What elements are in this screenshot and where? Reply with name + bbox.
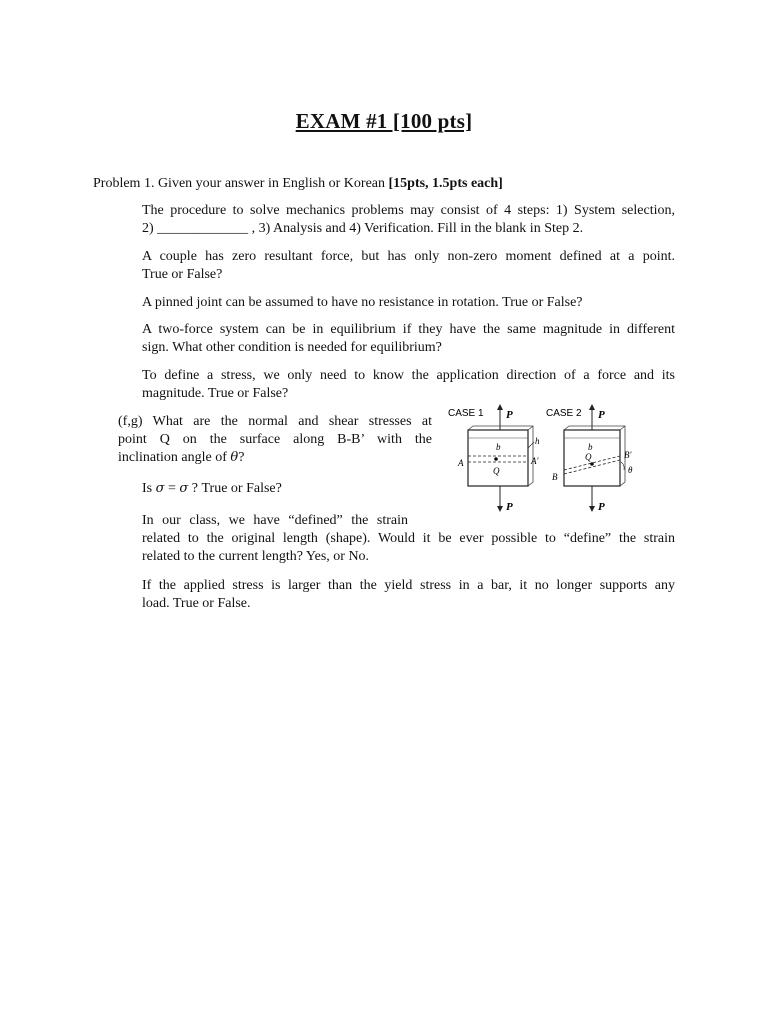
case-2-point-q [590,462,594,466]
question-d [142,321,675,357]
case-2-top-arrowhead [589,404,595,410]
question-e-line-1: To define a stress, we only need to know the application direction of a force and its [142,368,675,383]
case-1-h-label: h [535,436,540,446]
is-prefix: Is [142,481,156,496]
question-fg-line-2: point Q on the surface along B-B’ with the [118,432,432,447]
case-1-a-label: A [458,458,464,468]
case-2-bar [564,430,620,486]
question-fg-line-1: (f,g) What are the normal and shear stresses at [118,414,432,429]
question-c [142,294,675,312]
case-1-bar [468,430,528,486]
case-2-q-label: Q [585,452,592,462]
case-2-bottom-arrowhead [589,506,595,512]
question-d-line-1: A two-force system can be in equilibrium if they have the same magnitude in different [142,322,675,337]
case-1-top-arrowhead [497,404,503,410]
sigma-symbol-1: σ [155,481,165,496]
question-h-line-1: In our class, we have “defined” the strain [142,513,408,528]
case-1-load-top: P [506,409,513,421]
stress-cases-figure [440,400,680,516]
sigma-symbol-2: σ [179,481,189,496]
case-2-bar-depth [564,426,625,486]
question-e [142,367,675,403]
question-b-line-1: A couple has zero resultant force, but has only non-zero moment defined at a point. [142,249,675,264]
question-i [142,577,675,613]
case-1-bottom-arrowhead [497,506,503,512]
question-sigma-equal [142,480,282,498]
case-2-load-bottom: P [598,501,605,513]
question-a-line-2: 2) _____________ , 3) Analysis and 4) Verification. Fill in the blank in Step 2. [142,221,584,236]
is-suffix: ? True or False? [188,481,282,496]
question-h-line-3: related to the current length? Yes, or No. [142,549,370,564]
case-2-angle-arc [621,462,624,470]
question-e-line-2: magnitude. True or False? [142,386,289,401]
theta-symbol: θ [230,450,239,465]
question-a-line-1: The procedure to solve mechanics problems may consist of 4 steps: 1) System selection, [142,203,675,218]
question-b-line-2: True or False? [142,267,223,282]
question-fg [118,413,432,467]
question-fg-line-3-text: inclination angle of [118,450,231,465]
case-2-inclined-bottom [564,460,620,474]
equals-sign: = [164,481,180,496]
question-fg-line-3 [118,449,432,467]
problem-1-points: [15pts, 1.5pts each] [388,176,503,191]
case-2-b-prime-label: B′ [624,450,632,460]
case-1-q-label: Q [493,466,500,476]
question-c-line-1: A pinned joint can be assumed to have no resistance in rotation. True or False? [142,295,583,310]
case-1-width-label: b [496,442,501,452]
case-2-load-top: P [598,409,605,421]
case-2-width-label: b [588,442,593,452]
case-2-b-label: B [552,472,558,482]
case-2-theta-label: θ [628,465,633,475]
question-h-first-line [118,512,408,530]
case-1-a-prime-label: A′ [531,456,539,466]
question-i-line-2: load. True or False. [142,596,251,611]
question-d-line-2: sign. What other condition is needed for equilibrium? [142,340,442,355]
question-a [142,202,675,238]
exam-title: EXAM #1 [100 pts] [295,109,473,133]
case-2-bar-edge [620,426,625,430]
question-h [142,530,675,566]
problem-1-heading-text: Problem 1. Given your answer in English or Korean [93,176,389,191]
case-1-point-q [494,457,498,461]
case-1-load-bottom: P [506,501,513,513]
question-h-line-2: related to the original length (shape). Would it be ever possible to “define” the strain [142,531,675,546]
case-2-label: CASE 2 [546,408,582,419]
question-fg-line-3-end: ? [238,450,245,465]
question-i-line-1: If the applied stress is larger than the yield stress in a bar, it no longer supports any [142,578,675,593]
question-b [142,248,675,284]
case-1-bar-edge [528,426,533,430]
case-1-label: CASE 1 [448,408,484,419]
problem-1-heading [93,175,693,193]
